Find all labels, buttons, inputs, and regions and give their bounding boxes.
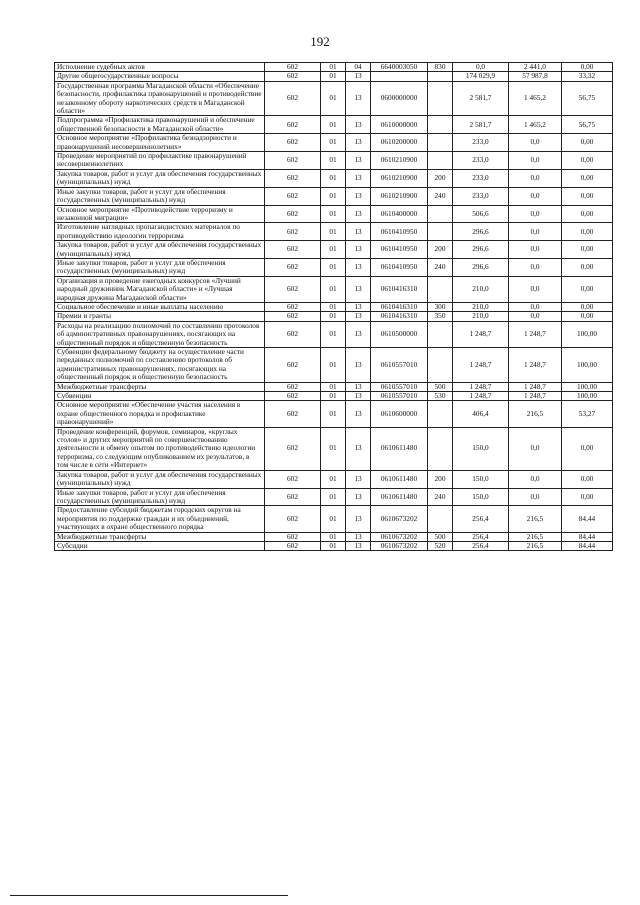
row-percent-cell: 0,00 (562, 205, 613, 223)
row-section-cell: 01 (321, 134, 346, 152)
row-planned-amount-cell: 150,0 (453, 488, 509, 506)
row-actual-amount-cell: 0,0 (509, 312, 562, 321)
row-ministry-code-cell: 602 (265, 532, 321, 541)
row-ministry-code-cell: 602 (265, 348, 321, 383)
row-section-cell: 01 (321, 116, 346, 134)
row-expense-type-cell: 200 (428, 169, 453, 187)
row-name-cell: Субвенции (55, 392, 265, 401)
row-ministry-code-cell: 602 (265, 63, 321, 72)
row-expense-type-cell: 500 (428, 532, 453, 541)
row-ministry-code-cell: 602 (265, 169, 321, 187)
row-name-cell: Социальное обеспечение и иные выплаты населению (55, 302, 265, 311)
row-planned-amount-cell: 256,4 (453, 506, 509, 532)
row-name-cell: Изготовление наглядных пропагандистских материалов по противодействию идеологии терроризма (55, 223, 265, 241)
row-expense-type-cell: 300 (428, 302, 453, 311)
row-ministry-code-cell: 602 (265, 81, 321, 116)
row-planned-amount-cell: 2 581,7 (453, 116, 509, 134)
row-name-cell: Основное мероприятие «Противодействие терроризму и незаконной миграции» (55, 205, 265, 223)
row-percent-cell: 0,00 (562, 427, 613, 470)
row-ministry-code-cell: 602 (265, 382, 321, 391)
row-planned-amount-cell: 506,6 (453, 205, 509, 223)
row-ministry-code-cell: 602 (265, 506, 321, 532)
row-expense-type-cell: 530 (428, 392, 453, 401)
row-ministry-code-cell: 602 (265, 312, 321, 321)
row-percent-cell: 33,32 (562, 72, 613, 81)
row-target-article-cell: 0610673202 (371, 541, 428, 550)
row-expense-type-cell (428, 81, 453, 116)
row-planned-amount-cell: 256,4 (453, 532, 509, 541)
row-section-cell: 01 (321, 63, 346, 72)
row-target-article-cell: 0610500000 (371, 321, 428, 347)
row-percent-cell: 0,00 (562, 134, 613, 152)
row-subsection-cell: 13 (346, 506, 371, 532)
row-percent-cell: 0,00 (562, 241, 613, 259)
row-expense-type-cell: 240 (428, 258, 453, 276)
row-target-article-cell: 0610400000 (371, 205, 428, 223)
row-actual-amount-cell: 57 987,8 (509, 72, 562, 81)
row-planned-amount-cell: 1 248,7 (453, 321, 509, 347)
row-subsection-cell: 13 (346, 488, 371, 506)
row-section-cell: 01 (321, 401, 346, 427)
row-section-cell: 01 (321, 152, 346, 170)
row-actual-amount-cell: 1 248,7 (509, 392, 562, 401)
row-percent-cell: 0,00 (562, 169, 613, 187)
row-expense-type-cell (428, 223, 453, 241)
row-target-article-cell: 0610410950 (371, 241, 428, 259)
row-target-article-cell: 0610416310 (371, 302, 428, 311)
table-row (55, 241, 613, 259)
row-ministry-code-cell: 602 (265, 187, 321, 205)
row-subsection-cell: 04 (346, 63, 371, 72)
row-percent-cell: 0,00 (562, 488, 613, 506)
row-name-cell: Основное мероприятие «Обеспечение участия населения в охране общественного порядка и профилактике правонарушений» (55, 401, 265, 427)
row-name-cell: Межбюджетные трансферты (55, 382, 265, 391)
row-planned-amount-cell: 210,0 (453, 302, 509, 311)
table-row (55, 302, 613, 311)
row-section-cell: 01 (321, 302, 346, 311)
row-name-cell: Премии и гранты (55, 312, 265, 321)
row-planned-amount-cell: 150,0 (453, 427, 509, 470)
row-percent-cell: 0,00 (562, 223, 613, 241)
row-target-article-cell: 0610611480 (371, 470, 428, 488)
row-percent-cell: 0,00 (562, 276, 613, 302)
row-target-article-cell: 6640003050 (371, 63, 428, 72)
row-ministry-code-cell: 602 (265, 488, 321, 506)
row-section-cell: 01 (321, 532, 346, 541)
bottom-divider (10, 895, 288, 896)
row-planned-amount-cell: 233,0 (453, 169, 509, 187)
row-ministry-code-cell: 602 (265, 134, 321, 152)
row-expense-type-cell (428, 205, 453, 223)
row-name-cell: Закупка товаров, работ и услуг для обеспечения государственных (муниципальных) нужд (55, 241, 265, 259)
table-row (55, 223, 613, 241)
row-expense-type-cell (428, 321, 453, 347)
row-section-cell: 01 (321, 427, 346, 470)
row-section-cell: 01 (321, 321, 346, 347)
row-section-cell: 01 (321, 541, 346, 550)
table-row (55, 532, 613, 541)
row-ministry-code-cell: 602 (265, 258, 321, 276)
row-percent-cell: 84,44 (562, 532, 613, 541)
row-section-cell: 01 (321, 470, 346, 488)
table-row (55, 116, 613, 134)
row-actual-amount-cell: 0,0 (509, 205, 562, 223)
row-subsection-cell: 13 (346, 116, 371, 134)
row-subsection-cell: 13 (346, 81, 371, 116)
row-planned-amount-cell: 233,0 (453, 187, 509, 205)
row-section-cell: 01 (321, 392, 346, 401)
row-actual-amount-cell: 1 248,7 (509, 382, 562, 391)
row-target-article-cell: 0610416310 (371, 312, 428, 321)
row-target-article-cell: 0610557010 (371, 392, 428, 401)
row-actual-amount-cell: 1 248,7 (509, 321, 562, 347)
row-expense-type-cell (428, 152, 453, 170)
row-name-cell: Закупка товаров, работ и услуг для обеспечения государственных (муниципальных) нужд (55, 470, 265, 488)
table-row (55, 63, 613, 72)
row-section-cell: 01 (321, 506, 346, 532)
row-section-cell: 01 (321, 348, 346, 383)
row-target-article-cell: 0610673202 (371, 506, 428, 532)
row-actual-amount-cell: 1 465,2 (509, 81, 562, 116)
row-percent-cell: 0,00 (562, 470, 613, 488)
row-percent-cell: 100,00 (562, 321, 613, 347)
row-ministry-code-cell: 602 (265, 401, 321, 427)
row-expense-type-cell: 350 (428, 312, 453, 321)
row-actual-amount-cell: 0,0 (509, 223, 562, 241)
row-subsection-cell: 13 (346, 532, 371, 541)
row-actual-amount-cell: 1 248,7 (509, 348, 562, 383)
row-actual-amount-cell: 0,0 (509, 187, 562, 205)
row-name-cell: Проведение конференций, форумов, семинаров, «круглых столов» и других мероприятий по совершенствованию деятельности и обмену опытом по противодействию идеологии терроризма, со следующим опубликованием их результатов, в том числе в сети «Интернет» (55, 427, 265, 470)
row-name-cell: Расходы на реализацию полномочий по составлению протоколов об административных правонарушениях, посягающих на общественный порядок и общественную безопасность (55, 321, 265, 347)
row-name-cell: Закупка товаров, работ и услуг для обеспечения государственных (муниципальных) нужд (55, 169, 265, 187)
table-row (55, 506, 613, 532)
row-expense-type-cell: 200 (428, 470, 453, 488)
row-actual-amount-cell: 0,0 (509, 276, 562, 302)
row-expense-type-cell: 520 (428, 541, 453, 550)
row-actual-amount-cell: 0,0 (509, 152, 562, 170)
row-expense-type-cell: 240 (428, 187, 453, 205)
row-subsection-cell: 13 (346, 152, 371, 170)
row-percent-cell: 0,00 (562, 258, 613, 276)
row-actual-amount-cell: 0,0 (509, 241, 562, 259)
row-section-cell: 01 (321, 223, 346, 241)
row-subsection-cell: 13 (346, 241, 371, 259)
row-section-cell: 01 (321, 382, 346, 391)
row-ministry-code-cell: 602 (265, 223, 321, 241)
row-ministry-code-cell: 602 (265, 392, 321, 401)
table-row (55, 401, 613, 427)
row-subsection-cell: 13 (346, 276, 371, 302)
budget-table (54, 62, 613, 551)
row-subsection-cell: 13 (346, 321, 371, 347)
row-planned-amount-cell: 1 248,7 (453, 348, 509, 383)
row-target-article-cell: 0610416310 (371, 276, 428, 302)
row-percent-cell: 0,00 (562, 187, 613, 205)
row-expense-type-cell (428, 427, 453, 470)
row-planned-amount-cell: 0,0 (453, 63, 509, 72)
row-percent-cell: 56,75 (562, 116, 613, 134)
row-actual-amount-cell: 0,0 (509, 169, 562, 187)
row-actual-amount-cell: 0,0 (509, 134, 562, 152)
row-actual-amount-cell: 216,5 (509, 506, 562, 532)
row-ministry-code-cell: 602 (265, 427, 321, 470)
row-ministry-code-cell: 602 (265, 116, 321, 134)
row-target-article-cell: 0610210900 (371, 187, 428, 205)
row-name-cell: Межбюджетные трансферты (55, 532, 265, 541)
row-subsection-cell: 13 (346, 134, 371, 152)
row-target-article-cell: 0610200000 (371, 134, 428, 152)
page-number: 192 (310, 34, 330, 49)
row-expense-type-cell (428, 134, 453, 152)
row-subsection-cell: 13 (346, 223, 371, 241)
row-subsection-cell: 13 (346, 348, 371, 383)
row-actual-amount-cell: 2 441,0 (509, 63, 562, 72)
table-row (55, 276, 613, 302)
table-row (55, 470, 613, 488)
row-planned-amount-cell: 406,4 (453, 401, 509, 427)
row-ministry-code-cell: 602 (265, 321, 321, 347)
row-expense-type-cell (428, 506, 453, 532)
row-planned-amount-cell: 296,6 (453, 241, 509, 259)
row-ministry-code-cell: 602 (265, 72, 321, 81)
table-row (55, 169, 613, 187)
row-percent-cell: 0,00 (562, 63, 613, 72)
row-name-cell: Организация и проведение ежегодных конкурсов «Лучший народный дружинник Магаданской области» и «Лучшая народная дружина Магаданской области» (55, 276, 265, 302)
row-planned-amount-cell: 150,0 (453, 470, 509, 488)
row-ministry-code-cell: 602 (265, 470, 321, 488)
table-row (55, 427, 613, 470)
row-target-article-cell: 0610557010 (371, 382, 428, 391)
row-expense-type-cell: 240 (428, 488, 453, 506)
row-name-cell: Предоставление субсидий бюджетам городских округов на мероприятия по поддержке граждан и их объединений, участвующих в охране общественного порядка (55, 506, 265, 532)
row-name-cell: Иные закупки товаров, работ и услуг для обеспечения государственных (муниципальных) нужд (55, 488, 265, 506)
row-name-cell: Исполнение судебных актов (55, 63, 265, 72)
table-row (55, 312, 613, 321)
row-name-cell: Иные закупки товаров, работ и услуг для обеспечения государственных (муниципальных) нужд (55, 187, 265, 205)
row-target-article-cell: 0610557010 (371, 348, 428, 383)
row-subsection-cell: 13 (346, 470, 371, 488)
table-row (55, 258, 613, 276)
row-target-article-cell: 0610210900 (371, 152, 428, 170)
row-target-article-cell: 0610673202 (371, 532, 428, 541)
row-section-cell: 01 (321, 81, 346, 116)
row-planned-amount-cell: 210,0 (453, 276, 509, 302)
row-actual-amount-cell: 216,5 (509, 401, 562, 427)
table-row (55, 348, 613, 383)
row-percent-cell: 100,00 (562, 348, 613, 383)
table-row (55, 134, 613, 152)
row-section-cell: 01 (321, 258, 346, 276)
table-row (55, 541, 613, 550)
row-name-cell: Основное мероприятие «Профилактика безнадзорности и правонарушений несовершеннолетних» (55, 134, 265, 152)
row-expense-type-cell: 830 (428, 63, 453, 72)
row-target-article-cell: 0600000000 (371, 81, 428, 116)
row-subsection-cell: 13 (346, 72, 371, 81)
row-subsection-cell: 13 (346, 205, 371, 223)
row-subsection-cell: 13 (346, 187, 371, 205)
row-section-cell: 01 (321, 72, 346, 81)
row-actual-amount-cell: 0,0 (509, 470, 562, 488)
row-target-article-cell: 0610410950 (371, 223, 428, 241)
row-actual-amount-cell: 216,5 (509, 532, 562, 541)
row-percent-cell: 0,00 (562, 302, 613, 311)
row-percent-cell: 53,27 (562, 401, 613, 427)
row-target-article-cell: 0610611480 (371, 427, 428, 470)
row-actual-amount-cell: 0,0 (509, 258, 562, 276)
row-name-cell: Государственная программа Магаданской области «Обеспечение безопасности, профилактика правонарушений и противодействие незаконному обороту наркотических средств в Магаданской области» (55, 81, 265, 116)
row-expense-type-cell (428, 276, 453, 302)
row-percent-cell: 84,44 (562, 541, 613, 550)
row-actual-amount-cell: 0,0 (509, 302, 562, 311)
row-expense-type-cell: 200 (428, 241, 453, 259)
row-target-article-cell: 0610600000 (371, 401, 428, 427)
row-expense-type-cell (428, 72, 453, 81)
table-row (55, 81, 613, 116)
row-target-article-cell: 0610000000 (371, 116, 428, 134)
row-planned-amount-cell: 233,0 (453, 152, 509, 170)
row-subsection-cell: 13 (346, 541, 371, 550)
row-actual-amount-cell: 1 465,2 (509, 116, 562, 134)
row-name-cell: Подпрограмма «Профилактика правонарушений и обеспечение общественной безопасности в Магаданской области» (55, 116, 265, 134)
row-name-cell: Проведение мероприятий по профилактике правонарушений несовершеннолетних (55, 152, 265, 170)
row-subsection-cell: 13 (346, 401, 371, 427)
row-subsection-cell: 13 (346, 392, 371, 401)
table-row (55, 205, 613, 223)
row-target-article-cell: 0610210900 (371, 169, 428, 187)
row-percent-cell: 100,00 (562, 382, 613, 391)
row-section-cell: 01 (321, 488, 346, 506)
row-subsection-cell: 13 (346, 302, 371, 311)
row-percent-cell: 0,00 (562, 312, 613, 321)
table-row (55, 321, 613, 347)
row-subsection-cell: 13 (346, 258, 371, 276)
row-name-cell: Иные закупки товаров, работ и услуг для обеспечения государственных (муниципальных) нужд (55, 258, 265, 276)
table-row (55, 392, 613, 401)
row-planned-amount-cell: 296,6 (453, 223, 509, 241)
row-expense-type-cell (428, 401, 453, 427)
row-percent-cell: 84,44 (562, 506, 613, 532)
row-planned-amount-cell: 233,0 (453, 134, 509, 152)
row-section-cell: 01 (321, 241, 346, 259)
row-section-cell: 01 (321, 312, 346, 321)
row-ministry-code-cell: 602 (265, 276, 321, 302)
row-section-cell: 01 (321, 169, 346, 187)
row-planned-amount-cell: 256,4 (453, 541, 509, 550)
row-expense-type-cell (428, 348, 453, 383)
row-actual-amount-cell: 0,0 (509, 427, 562, 470)
table-row (55, 152, 613, 170)
row-ministry-code-cell: 602 (265, 205, 321, 223)
row-section-cell: 01 (321, 205, 346, 223)
row-actual-amount-cell: 216,5 (509, 541, 562, 550)
row-planned-amount-cell: 174 029,9 (453, 72, 509, 81)
row-ministry-code-cell: 602 (265, 152, 321, 170)
row-subsection-cell: 13 (346, 382, 371, 391)
row-name-cell: Субвенции федеральному бюджету на осуществление части переданных полномочий по составлению протоколов об административных правонарушениях, посягающих на общественный порядок и общественную безопасность (55, 348, 265, 383)
row-subsection-cell: 13 (346, 427, 371, 470)
row-percent-cell: 100,00 (562, 392, 613, 401)
row-section-cell: 01 (321, 276, 346, 302)
table-row (55, 488, 613, 506)
row-planned-amount-cell: 296,6 (453, 258, 509, 276)
row-ministry-code-cell: 602 (265, 241, 321, 259)
table-row (55, 72, 613, 81)
row-actual-amount-cell: 0,0 (509, 488, 562, 506)
row-expense-type-cell: 500 (428, 382, 453, 391)
row-ministry-code-cell: 602 (265, 302, 321, 311)
row-planned-amount-cell: 1 248,7 (453, 392, 509, 401)
table-row (55, 187, 613, 205)
row-expense-type-cell (428, 116, 453, 134)
row-subsection-cell: 13 (346, 169, 371, 187)
row-target-article-cell: 0610410950 (371, 258, 428, 276)
row-percent-cell: 0,00 (562, 152, 613, 170)
row-subsection-cell: 13 (346, 312, 371, 321)
row-target-article-cell (371, 72, 428, 81)
row-target-article-cell: 0610611480 (371, 488, 428, 506)
row-planned-amount-cell: 1 248,7 (453, 382, 509, 391)
budget-table-body (55, 63, 613, 551)
row-ministry-code-cell: 602 (265, 541, 321, 550)
row-percent-cell: 56,75 (562, 81, 613, 116)
row-planned-amount-cell: 210,0 (453, 312, 509, 321)
budget-sheet (54, 62, 612, 551)
row-planned-amount-cell: 2 581,7 (453, 81, 509, 116)
row-name-cell: Другие общегосударственные вопросы (55, 72, 265, 81)
row-section-cell: 01 (321, 187, 346, 205)
table-row (55, 382, 613, 391)
row-name-cell: Субсидии (55, 541, 265, 550)
